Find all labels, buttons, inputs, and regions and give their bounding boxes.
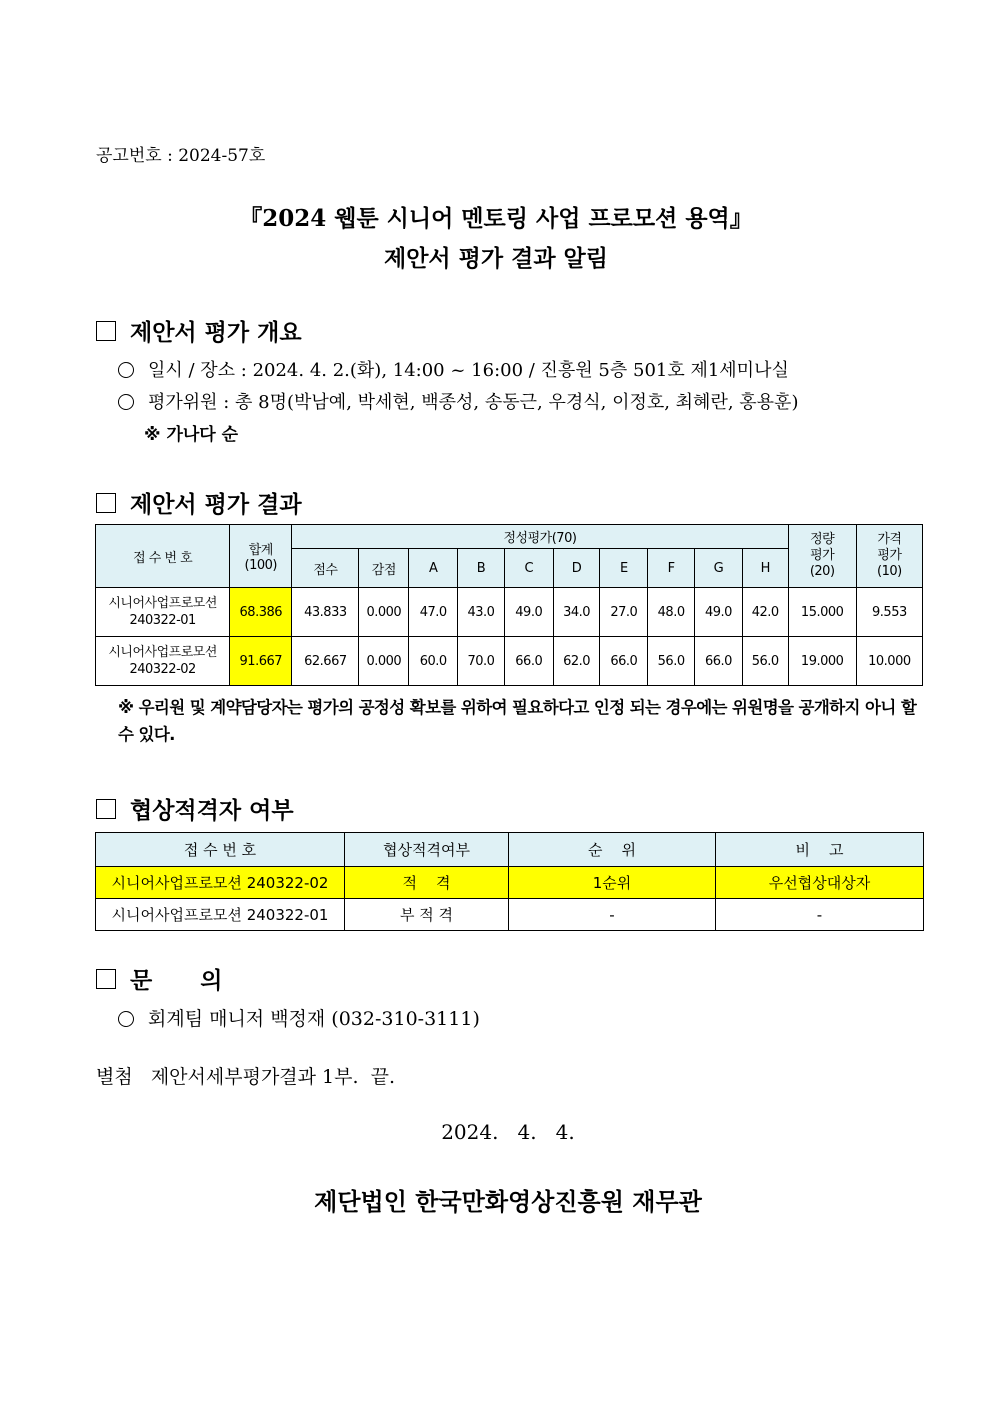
eligibility-header-remarks: 비 고 [716,833,924,867]
row-deduction: 0.000 [359,637,409,686]
header-deduction: 감점 [359,549,409,588]
section-result-title: 제안서 평가 결과 [130,491,302,518]
row-criteria-c: 49.0 [504,588,553,637]
eligibility-receipt: 시니어사업프로모션 240322-02 [96,867,345,899]
eligibility-header-status: 협상적격여부 [345,833,509,867]
eligibility-header-receipt: 접 수 번 호 [96,833,345,867]
inquiry-contact-text: 회계팀 매니저 백정재 (032-310-3111) [148,1008,480,1030]
row-deduction: 0.000 [359,588,409,637]
section-result-heading [96,486,302,519]
header-receipt-no: 접 수 번 호 [96,525,230,588]
row-criteria-b: 43.0 [458,588,505,637]
evaluation-result-table [95,524,923,686]
header-price: 가격 평가 (10) [856,525,922,588]
row-price: 9.553 [856,588,922,637]
row-criteria-b: 70.0 [458,637,505,686]
section-eligibility-title: 협상적격자 여부 [130,797,294,824]
overview-order-note: ※ 가나다 순 [144,425,239,445]
row-total: 68.386 [230,588,292,637]
row-criteria-d: 34.0 [553,588,600,637]
row-quantitative: 19.000 [788,637,856,686]
table-row [96,637,923,686]
section-overview-heading [96,314,302,347]
checkbox-square-icon [96,321,116,341]
header-criteria-g: G [695,549,743,588]
row-receipt: 시니어사업프로모션 240322-01 [96,588,230,637]
circle-bullet-icon [118,362,134,378]
header-quantitative: 정량 평가 (20) [788,525,856,588]
table-row [96,867,924,899]
eligibility-table [95,832,924,931]
header-criteria-c: C [504,549,553,588]
header-score: 점수 [292,549,359,588]
overview-schedule [118,356,789,382]
eligibility-rank: - [509,899,716,931]
row-criteria-e: 66.0 [600,637,648,686]
document-title: 『2024 웹툰 시니어 멘토링 사업 프로모션 용역』 [239,205,753,232]
section-inquiry-title: 문 의 [130,967,223,994]
overview-evaluators [118,388,798,414]
eligibility-header-rank: 순 위 [509,833,716,867]
row-criteria-a: 47.0 [409,588,458,637]
header-criteria-e: E [600,549,648,588]
row-criteria-f: 56.0 [648,637,695,686]
header-criteria-d: D [553,549,600,588]
eligibility-remarks: 우선협상대상자 [716,867,924,899]
row-criteria-c: 66.0 [504,637,553,686]
checkbox-square-icon [96,799,116,819]
section-overview-title: 제안서 평가 개요 [130,319,302,346]
header-total: 합계 (100) [230,525,292,588]
circle-bullet-icon [118,394,134,410]
document-subtitle: 제안서 평가 결과 알림 [384,245,608,272]
header-qualitative: 정성평가(70) [292,525,788,549]
row-criteria-g: 66.0 [695,637,743,686]
table-row [96,588,923,637]
row-criteria-a: 60.0 [409,637,458,686]
row-price: 10.000 [856,637,922,686]
checkbox-square-icon [96,493,116,513]
header-criteria-a: A [409,549,458,588]
inquiry-contact [118,1004,480,1031]
document-date: 2024. 4. 4. [441,1120,575,1144]
row-criteria-f: 48.0 [648,588,695,637]
eligibility-receipt: 시니어사업프로모션 240322-01 [96,899,345,931]
row-criteria-d: 62.0 [553,637,600,686]
result-disclosure-note: ※ 우리원 및 계약담당자는 평가의 공정성 확보를 위하여 필요하다고 인정 되는 경우에는 위원명을 공개하지 아니 할 수 있다. [118,698,917,744]
section-eligibility-heading [96,792,294,825]
header-criteria-h: H [742,549,788,588]
row-receipt: 시니어사업프로모션 240322-02 [96,637,230,686]
row-quantitative: 15.000 [788,588,856,637]
row-score: 43.833 [292,588,359,637]
row-score: 62.667 [292,637,359,686]
row-criteria-e: 27.0 [600,588,648,637]
eligibility-remarks: - [716,899,924,931]
eligibility-status: 적 격 [345,867,509,899]
circle-bullet-icon [118,1011,134,1027]
overview-schedule-text: 일시 / 장소 : 2024. 4. 2.(화), 14:00 ~ 16:00 / 진흥원 5층 501호 제1세미나실 [148,360,789,381]
row-criteria-g: 49.0 [695,588,743,637]
header-criteria-f: F [648,549,695,588]
checkbox-square-icon [96,969,116,989]
issuing-organization: 제단법인 한국만화영상진흥원 재무관 [314,1187,702,1216]
header-criteria-b: B [458,549,505,588]
section-inquiry-heading [96,962,222,995]
attachment-note: 별첨 제안서세부평가결과 1부. 끝. [96,1066,396,1088]
row-criteria-h: 56.0 [742,637,788,686]
eligibility-status: 부 적 격 [345,899,509,931]
row-criteria-h: 42.0 [742,588,788,637]
row-total: 91.667 [230,637,292,686]
table-row [96,899,924,931]
eligibility-rank: 1순위 [509,867,716,899]
notice-number: 공고번호 : 2024-57호 [96,146,266,166]
overview-evaluators-text: 평가위원 : 총 8명(박남예, 박세현, 백종성, 송동근, 우경식, 이정호, 최혜란, 홍용훈) [148,392,799,413]
